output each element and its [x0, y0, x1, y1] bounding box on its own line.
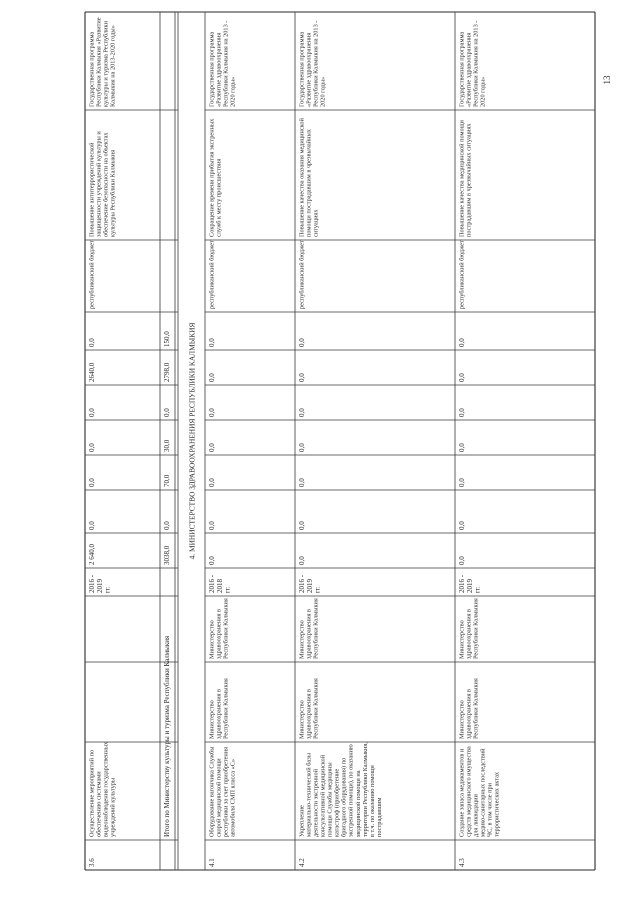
row-total-y2014: 70,0 [162, 474, 171, 487]
row-3-6-y2015: 0,0 [87, 443, 96, 452]
row-4-1-y2018: 0,0 [207, 338, 216, 347]
culture-total-label: Итого по Министерству культуры и туризма Республики Калмыкия [162, 635, 171, 837]
row-3-6-y2017: 2640,0 [87, 362, 96, 382]
row-3-6-source: республиканский бюджет [88, 240, 96, 309]
row-4-2-result: Повышение качества оказания медицинскойпомощи пострадавшим в чрезвычайныхситуациях [298, 118, 320, 237]
row-4-2-coexec: Министерствоздравоохранения вРеспублики Калмыкия [298, 678, 320, 739]
row-4-3-total: 0,0 [457, 556, 466, 565]
row-4-2-num: 4.2 [297, 858, 306, 867]
row-4-3-num: 4.3 [457, 858, 466, 867]
row-4-3-y2014: 0,0 [457, 478, 466, 487]
row-4-2-y2018: 0,0 [297, 338, 306, 347]
table-grid [85, 12, 595, 870]
row-total-y2016: 0,0 [162, 408, 171, 417]
row-4-3-y2015: 0,0 [457, 443, 466, 452]
row-3-6-y2016: 0,0 [87, 408, 96, 417]
row-3-6-y2013: 0,0 [87, 521, 96, 530]
row-4-3-period: 2016 -2019гг. [457, 574, 482, 593]
row-4-1-result: Сокращение времени прибытия экстренныхслужб к месту происшествия [208, 118, 223, 237]
row-4-1-period: 2016 -2018гг. [207, 574, 232, 593]
row-4-1-source: республиканский бюджет [208, 240, 216, 309]
row-4-1-y2016: 0,0 [207, 408, 216, 417]
row-4-3-y2018: 0,0 [457, 338, 466, 347]
row-total-y2013: 0,0 [162, 521, 171, 530]
row-4-2-y2013: 0,0 [297, 521, 306, 530]
page-number: 13 [602, 75, 612, 85]
row-4-2-total: 0,0 [297, 556, 306, 565]
row-4-2-y2017: 0,0 [297, 373, 306, 382]
row-4-2-source: республиканский бюджет [298, 240, 306, 309]
row-3-6-result: Повышение антитеррористическойзащищенности учреждений культуры иобеспечение безопасности на объектахкультуры Республики Калмыкия [88, 131, 117, 237]
row-4-2-activity: Укреплениематериально-технической базыдеятельности экстреннойконсультативной медицинскойпомощи Службы медициныкатастроф (приобретениебригадного оборудования) поэкстренной помощи), по оказаниюмедицинской помощи натерритории Республики Калмыкия,в т.ч. по оказанию помощипострадавшим [298, 742, 383, 837]
row-total-y2017: 2798,0 [162, 362, 171, 382]
row-4-3-activity: Создание запаса медикаментов исредств медицинского имуществадля ликвидациимедико-санитарных последствийЧС, в том числе притеррористических актах [458, 746, 501, 837]
row-4-1-program: Государственная программа«Развитие здравоохраненияРеспублики Калмыкия на 2013 -2020 годы» [208, 20, 237, 107]
row-3-6-y2014: 0,0 [87, 478, 96, 487]
row-4-1-y2015: 0,0 [207, 443, 216, 452]
row-4-3-executor: Министерствоздравоохранения вРеспублики Калмыкия [458, 598, 480, 659]
row-total-total: 3038,0 [162, 545, 171, 565]
row-4-3-coexec: Министерствоздравоохранения вРеспублики Калмыкия [458, 678, 480, 739]
row-3-6-num: 3.6 [87, 858, 96, 867]
row-4-2-program: Государственная программа«Развитие здравоохраненияРеспублики Калмыкия на 2013 -2020 годы» [298, 20, 327, 107]
row-4-1-y2014: 0,0 [207, 478, 216, 487]
row-4-3-y2017: 0,0 [457, 373, 466, 382]
row-4-3-y2016: 0,0 [457, 408, 466, 417]
row-4-2-executor: Министерствоздравоохранения вРеспублики Калмыкия [298, 598, 320, 659]
row-4-3-result: Повышение качества медицинской помощипострадавшим в чрезвычайных ситуациях [458, 120, 473, 237]
row-4-3-program: Государственная программа«Развитие здравоохраненияРеспублики Калмыкия на 2013 -2020 годы» [458, 20, 487, 107]
row-total-y2018: 150,0 [162, 331, 171, 347]
row-4-1-coexec: Министерствоздравоохранения вРеспублики Калмыкия [208, 678, 230, 739]
row-3-6-activity: Осуществление мероприятий пообеспечению системамивидеонаблюдения государственныхучреждений культуры [88, 741, 117, 837]
row-4-1-total: 0,0 [207, 556, 216, 565]
row-4-1-y2017: 0,0 [207, 373, 216, 382]
row-4-2-y2016: 0,0 [297, 408, 306, 417]
row-total-y2015: 30,0 [162, 439, 171, 452]
row-3-6-period: 2016 -2019гг. [87, 574, 112, 593]
row-3-6-program: Государственная программаРеспублики Калмыкия «Развитиекультуры и туризма РеспубликиКалмыкия на 2013-2020 годы» [88, 17, 117, 107]
row-4-2-period: 2016 -2019гг. [297, 574, 322, 593]
row-3-6-y2018: 0,0 [87, 338, 96, 347]
row-4-1-activity: Оборудование вагончика Службыскорой медицинской помощиреспублики за счет приобретенияавтомобиля СМП класса «С» [208, 746, 237, 837]
row-4-3-source: республиканский бюджет [458, 240, 466, 309]
row-4-3-y2013: 0,0 [457, 521, 466, 530]
row-4-1-num: 4.1 [207, 858, 216, 867]
row-4-1-y2013: 0,0 [207, 521, 216, 530]
row-3-6-total: 2 640,0 [87, 544, 96, 565]
row-4-2-y2014: 0,0 [297, 478, 306, 487]
health-section-header: 4. МИНИСТЕРСТВО ЗДРАВООХРАНЕНИЯ РЕСПУБЛИКИ КАЛМЫКИЯ [187, 322, 197, 560]
row-4-1-executor: Министерствоздравоохранения вРеспублики Калмыкия [208, 598, 230, 659]
table-content [88, 17, 501, 867]
row-4-2-y2015: 0,0 [297, 443, 306, 452]
